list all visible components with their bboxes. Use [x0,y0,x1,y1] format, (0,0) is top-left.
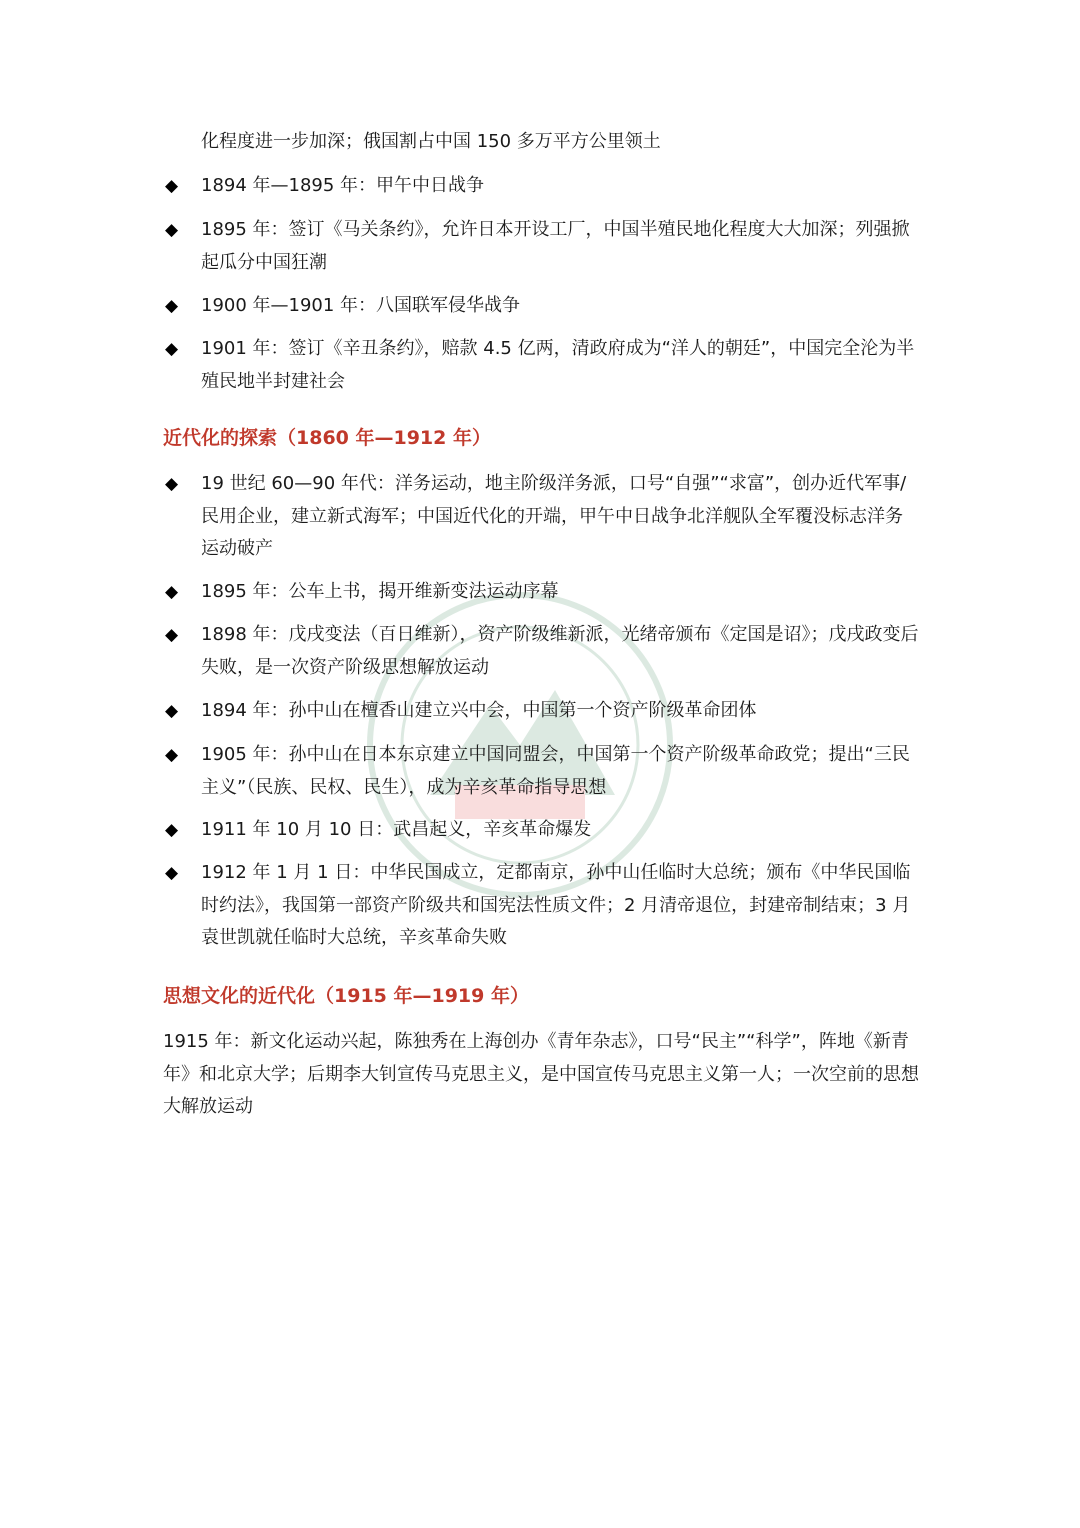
bullet-icon: ◆ [165,220,179,240]
list-item [165,576,925,609]
list-item [165,619,925,684]
list-item [165,214,925,279]
list-item-text: 1898 年：戊戌变法（百日维新），资产阶级维新派，光绪帝颁布《定国是诏》；戊戌政变后失败，是一次资产阶级思想解放运动 [201,624,919,678]
paragraph: 1915 年：新文化运动兴起，陈独秀在上海创办《青年杂志》，口号“民主”“科学”，阵地《新青年》和北京大学；后期李大钊宣传马克思主义，是中国宣传马克思主义第一人；一次空前的思想大解放运动 [163,1031,919,1117]
list-item-text: 1900 年—1901 年：八国联军侵华战争 [201,295,521,316]
bullet-icon: ◆ [165,176,179,196]
bullet-icon: ◆ [165,820,179,840]
continuation-text: 化程度进一步加深；俄国割占中国 150 多万平方公里领土 [201,131,661,152]
list-item-text: 1911 年 10 月 10 日：武昌起义，辛亥革命爆发 [201,819,592,840]
list-item [165,468,925,566]
bullet-icon: ◆ [165,474,179,494]
list-item-text: 1895 年：签订《马关条约》，允许日本开设工厂，中国半殖民地化程度大大加深；列强掀起瓜分中国狂潮 [201,219,910,273]
list-item-text: 1905 年：孙中山在日本东京建立中国同盟会，中国第一个资产阶级革命政党；提出“三民主义”（民族、民权、民生），成为辛亥革命指导思想 [201,744,910,798]
list-item-text: 1901 年：签订《辛丑条约》，赔款 4.5 亿两，清政府成为“洋人的朝廷”，中国完全沦为半殖民地半封建社会 [201,338,915,392]
bullet-icon: ◆ [165,625,179,645]
bullet-icon: ◆ [165,745,179,765]
list-item-text: 1894 年—1895 年：甲午中日战争 [201,175,485,196]
list-item-text: 1895 年：公车上书，揭开维新变法运动序幕 [201,581,559,602]
bullet-icon: ◆ [165,582,179,602]
list-item [165,333,925,398]
section-title: 思想文化的近代化（1915 年—1919 年） [163,985,529,1007]
list-item-text: 19 世纪 60—90 年代：洋务运动，地主阶级洋务派，口号“自强”“求富”，创办近代军事/民用企业，建立新式海军；中国近代化的开端，甲午中日战争北洋舰队全军覆没标志洋务运动破产 [201,473,907,559]
list-item [165,290,925,323]
bullet-icon: ◆ [165,701,179,721]
list-item [165,857,925,955]
list-item [165,170,925,203]
list-item [165,739,925,804]
bullet-icon: ◆ [165,339,179,359]
list-item-text: 1912 年 1 月 1 日：中华民国成立，定都南京，孙中山任临时大总统；颁布《中华民国临时约法》，我国第一部资产阶级共和国宪法性质文件；2 月清帝退位，封建帝制结束；3 月袁世凯就任临时大总统，辛亥革命失败 [201,862,911,948]
bullet-icon: ◆ [165,863,179,883]
bullet-icon: ◆ [165,296,179,316]
list-item [165,814,925,847]
list-item [165,695,925,728]
list-item-text: 1894 年：孙中山在檀香山建立兴中会，中国第一个资产阶级革命团体 [201,700,757,721]
section-title: 近代化的探索（1860 年—1912 年） [163,427,491,449]
